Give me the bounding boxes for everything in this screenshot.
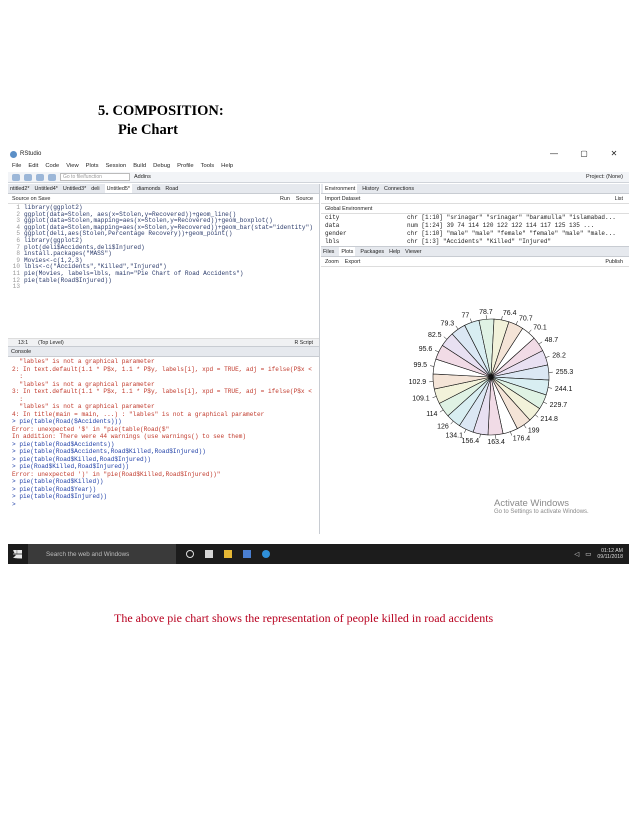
pie-label-tick [546, 356, 550, 357]
pie-label-tick [529, 330, 532, 333]
line-code: ggplot(data=Stolen,mapping=aes(x=Stolen,y=Recovered))+geom_bar(stat="identity") [24, 223, 313, 231]
menu-profile[interactable]: Profile [177, 163, 194, 169]
variable-name: city [325, 214, 340, 221]
pie-label-tick [535, 415, 538, 418]
activate-title: Activate Windows [494, 498, 569, 509]
line-code: install.packages("MASS") [24, 250, 112, 258]
console-line: In addition: There were 44 warnings (use warnings() to see them) [12, 433, 247, 440]
pie-slice-label: 156.4 [461, 437, 480, 445]
goto-file-input[interactable]: Go to file/function [60, 173, 130, 181]
console-line: "lables" is not a graphical parameter [12, 358, 155, 365]
pie-label-tick [539, 342, 542, 344]
taskbar-apps [186, 550, 270, 558]
pie-slice-label: 102.9 [408, 379, 427, 387]
console-header [8, 347, 319, 357]
new-file-icon[interactable] [12, 174, 20, 181]
menu-tools[interactable]: Tools [200, 163, 215, 169]
volume-icon[interactable]: ◁ [574, 551, 580, 558]
line-code: pie(table(Road$Injured)) [24, 276, 112, 284]
pie-slice-label: 126 [437, 423, 449, 431]
file-explorer-icon[interactable] [224, 550, 232, 558]
variable-value: num [1:24] 39 74 114 120 122 122 114 117 125 135 ... [407, 222, 595, 229]
line-number: 4 [16, 223, 20, 231]
line-number: 7 [16, 243, 20, 251]
editor-toolbar [8, 194, 319, 204]
code-line [8, 284, 319, 291]
console-line: > pie(table(Road$Killed,Road$Injured)) [12, 455, 151, 463]
code-line [8, 278, 319, 285]
activate-subtitle: Go to Settings to activate Windows. [494, 509, 589, 515]
menu-code[interactable]: Code [45, 163, 60, 169]
line-code: lbls<-c("Accidents","Killed","Injured") [24, 263, 167, 271]
console-line: > [12, 500, 20, 508]
menu-build[interactable]: Build [133, 163, 147, 169]
windows-taskbar [8, 544, 629, 564]
console-tab[interactable]: Console [11, 349, 32, 355]
pie-slice-label: 76.4 [502, 310, 517, 318]
plot-area [321, 267, 629, 564]
pie-label-tick [543, 402, 547, 404]
console-output[interactable] [8, 357, 319, 534]
list-view-button[interactable]: List [614, 196, 623, 202]
tab-files[interactable]: Files [323, 249, 335, 255]
taskbar-search-box[interactable]: Search the web and Windows [28, 544, 176, 564]
variable-value: chr [1:10] "srinagar" "srinagar" "baramulla" "islamabad... [407, 214, 616, 221]
activate-windows-watermark [494, 498, 589, 515]
pie-slice-label: 79.3 [440, 320, 455, 328]
export-button[interactable]: Export [344, 259, 361, 265]
pie-label-tick [456, 326, 458, 329]
pie-label-tick [440, 410, 443, 412]
pie-slice-label: 114 [426, 410, 438, 418]
tab-viewer[interactable]: Viewer [405, 249, 422, 255]
line-code: Movies<-c(1,2,3) [24, 256, 83, 264]
variable-name: gender [325, 230, 347, 237]
editor-tab[interactable]: Road [165, 186, 179, 192]
variable-name: lbls [325, 238, 340, 245]
publish-button[interactable]: Publish [605, 259, 623, 265]
line-code: plot(deli$Accidents,deli$Injured) [24, 243, 145, 251]
menu-session[interactable]: Session [105, 163, 127, 169]
environment-tabs [321, 184, 629, 194]
environment-scope [321, 204, 629, 214]
line-number: 3 [16, 217, 20, 225]
file-type[interactable]: R Script [294, 340, 313, 346]
source-button[interactable]: Source [295, 196, 313, 202]
tab-packages[interactable]: Packages [360, 249, 385, 255]
pie-label-tick [451, 421, 454, 424]
rstudio-taskbar-icon[interactable] [262, 550, 270, 558]
pie-slice-label: 95.6 [418, 346, 433, 354]
line-number: 1 [16, 204, 20, 211]
line-number: 10 [12, 263, 20, 271]
editor-tab[interactable]: ntitled2* [10, 186, 30, 192]
pie-slice-label: 134.1 [445, 432, 464, 440]
console-line: Error: unexpected '$' in "pie(table(Road($" [12, 425, 170, 433]
editor-tab[interactable]: diamonds [137, 186, 161, 192]
tab-environment[interactable]: Environment [325, 186, 356, 192]
menu-debug[interactable]: Debug [153, 163, 171, 169]
menu-help[interactable]: Help [221, 163, 234, 169]
pie-label-tick [510, 432, 511, 436]
pie-slice-label: 48.7 [544, 337, 559, 345]
environment-toolbar [321, 194, 629, 204]
console-line: > pie(table(Road$Injured)) [12, 493, 108, 500]
editor-tab[interactable]: Untitled3* [62, 186, 87, 192]
console-line: > pie(table(Road$Accidents)) [12, 440, 115, 448]
line-number: 5 [16, 230, 20, 238]
desktop-icon[interactable] [205, 550, 213, 558]
line-number: 13 [12, 283, 20, 291]
pie-slice-label: 163.4 [487, 438, 505, 446]
pie-slice-label: 244.1 [554, 385, 573, 393]
pie-label-tick [464, 429, 466, 433]
pie-label-tick [470, 319, 471, 323]
open-project-icon[interactable] [24, 174, 32, 181]
menu-bar [8, 161, 233, 171]
pie-slice-label: 199 [527, 427, 540, 435]
pie-label-tick [548, 388, 552, 389]
line-code: ggplot(deli,aes(Stolen,Percentage Recovery))+geom_point() [24, 230, 233, 238]
console-line: : [12, 395, 23, 403]
tab-connections[interactable]: Connections [384, 186, 415, 192]
window-titlebar [8, 148, 629, 160]
environment-list [321, 214, 629, 247]
task-view-icon[interactable] [186, 550, 194, 558]
console-line: 3: In text.default(1.1 * P$x, 1.1 * P$y, labels[i], xpd = TRUE, adj = ifelse(P$x < [12, 388, 312, 395]
zoom-button[interactable]: Zoom [325, 259, 339, 265]
editor-tab-active[interactable]: Untitled5* [106, 186, 131, 192]
line-code: library(ggplot2) [24, 236, 83, 244]
scope-level[interactable]: (Top Level) [38, 340, 64, 346]
cursor-position: 13:1 [18, 340, 29, 346]
pie-slice-label: 99.5 [413, 362, 428, 370]
menu-plots[interactable]: Plots [85, 163, 99, 169]
print-icon[interactable] [48, 174, 56, 181]
pie-slice-label: 176.4 [512, 435, 531, 443]
console-line: : [12, 373, 23, 380]
line-number: 8 [16, 250, 20, 258]
variable-value: chr [1:3] "Accidents" "Killed" "Injured" [407, 238, 552, 245]
clock-date: 09/11/2018 [597, 554, 623, 560]
code-editor[interactable] [8, 204, 319, 338]
close-button[interactable]: ✕ [610, 149, 618, 158]
pie-slice-label: 255.3 [555, 368, 574, 376]
main-toolbar [8, 172, 629, 183]
window-controls [539, 148, 629, 160]
console-line: 4: In title(main = main, ...) : "lables" is not a graphical parameter [12, 410, 265, 418]
editor-tab[interactable]: Untitled4* [34, 186, 58, 192]
line-number: 9 [16, 256, 20, 264]
pie-label-tick [480, 434, 481, 438]
run-button[interactable]: Run [280, 196, 290, 202]
line-number: 2 [16, 210, 20, 218]
windows-start-icon[interactable] [13, 550, 22, 559]
pie-slice-label: 77 [461, 312, 470, 320]
environment-row[interactable] [325, 214, 629, 222]
console-line: "lables" is not a graphical parameter [12, 403, 155, 410]
project-menu[interactable]: Project: (None) [586, 174, 623, 180]
plots-toolbar [321, 257, 629, 267]
variable-name: data [325, 222, 340, 229]
rstudio-screenshot [8, 148, 629, 564]
system-tray [574, 548, 623, 560]
pie-slice-label: 28.2 [552, 352, 566, 360]
network-icon[interactable]: ▭ [585, 551, 592, 558]
variable-value: chr [1:10] "male" "male" "female" "female" "male" "male... [407, 230, 616, 237]
tab-history[interactable]: History [362, 186, 380, 192]
editor-tab[interactable]: deli [91, 186, 100, 192]
tab-help[interactable]: Help [389, 249, 401, 255]
console-line: > pie(table(Road$Year)) [12, 485, 97, 493]
pie-slice-label: 109.1 [412, 395, 430, 403]
editor-tabs [8, 184, 319, 194]
tab-plots[interactable]: Plots [341, 249, 354, 255]
line-number: 6 [16, 236, 20, 244]
save-icon[interactable] [36, 174, 44, 181]
global-environment-dropdown[interactable]: Global Environment [325, 206, 373, 212]
pie-label-tick [524, 425, 526, 428]
plots-tabs [321, 247, 629, 257]
menu-file[interactable]: File [12, 163, 22, 169]
console-line: > pie(Road$Killed,Road$Injured)) [12, 463, 130, 470]
environment-row[interactable] [325, 230, 629, 238]
environment-row[interactable] [325, 238, 629, 246]
window-title: RStudio [20, 151, 42, 157]
line-number: 12 [12, 276, 20, 284]
minimize-button[interactable]: — [550, 149, 558, 158]
menu-view[interactable]: View [66, 163, 79, 169]
line-code: library(ggplot2) [24, 204, 83, 211]
pie-label-tick [516, 321, 518, 325]
line-number: 11 [12, 269, 20, 277]
pie-slice-label: 229.7 [549, 401, 568, 409]
environment-row[interactable] [325, 222, 629, 230]
line-code: ggplot(data=Stolen, aes(x=Stolen,y=Recovered))+geom_line() [24, 210, 237, 218]
pie-slice-label: 214.8 [540, 416, 558, 424]
doc-caption: The above pie chart shows the representation of people killed in road accidents [114, 611, 494, 625]
console-line: Error: unexpected ')' in "pie(Road$Killed,Road$Injured))" [12, 470, 221, 478]
console-line: 2: In text.default(1.1 * P$x, 1.1 * P$y, labels[i], xpd = TRUE, adj = ifelse(P$x < [12, 365, 312, 373]
doc-subheading: Pie Chart [118, 122, 178, 138]
pie-label-tick [433, 396, 437, 397]
pie-slice-label: 78.7 [479, 309, 493, 317]
right-pane [321, 184, 629, 534]
clock-time: 01:12 AM [601, 547, 623, 554]
line-code: ggplot(data=Stolen,mapping=aes(x=Stolen,y=Recovered))+geom_boxplot() [24, 217, 273, 225]
maximize-button[interactable]: ▢ [580, 149, 588, 158]
taskbar-clock[interactable] [597, 548, 623, 560]
store-icon[interactable] [243, 550, 251, 558]
console-line: > pie(table(Road($Accidents))) [12, 418, 122, 425]
console-line: > pie(table(Road$Accidents,Road$Killed,Road$Injured)) [12, 448, 206, 455]
addins-button[interactable]: Addins [134, 174, 151, 180]
console-line: "lables" is not a graphical parameter [12, 380, 155, 388]
pie-label-tick [435, 350, 439, 352]
pie-label-tick [444, 337, 447, 340]
console-line: > pie(table(Road$Killed)) [12, 478, 104, 485]
menu-edit[interactable]: Edit [28, 163, 39, 169]
pie-slice-label: 70.7 [518, 315, 533, 323]
pie-slice-label: 82.5 [427, 331, 442, 339]
source-on-save-checkbox[interactable]: Source on Save [12, 196, 51, 202]
rstudio-logo-icon [10, 151, 17, 158]
pie-label-tick [430, 366, 434, 367]
doc-heading: 5. COMPOSITION: [98, 103, 224, 119]
import-dataset-button[interactable]: Import Dataset [325, 196, 361, 202]
left-pane [8, 184, 320, 534]
line-code: pie(Movies, labels=lbls, main="Pie Chart of Road Accidents") [24, 269, 244, 277]
editor-status-bar [8, 338, 319, 347]
pie-slice-label: 70.1 [533, 324, 547, 332]
